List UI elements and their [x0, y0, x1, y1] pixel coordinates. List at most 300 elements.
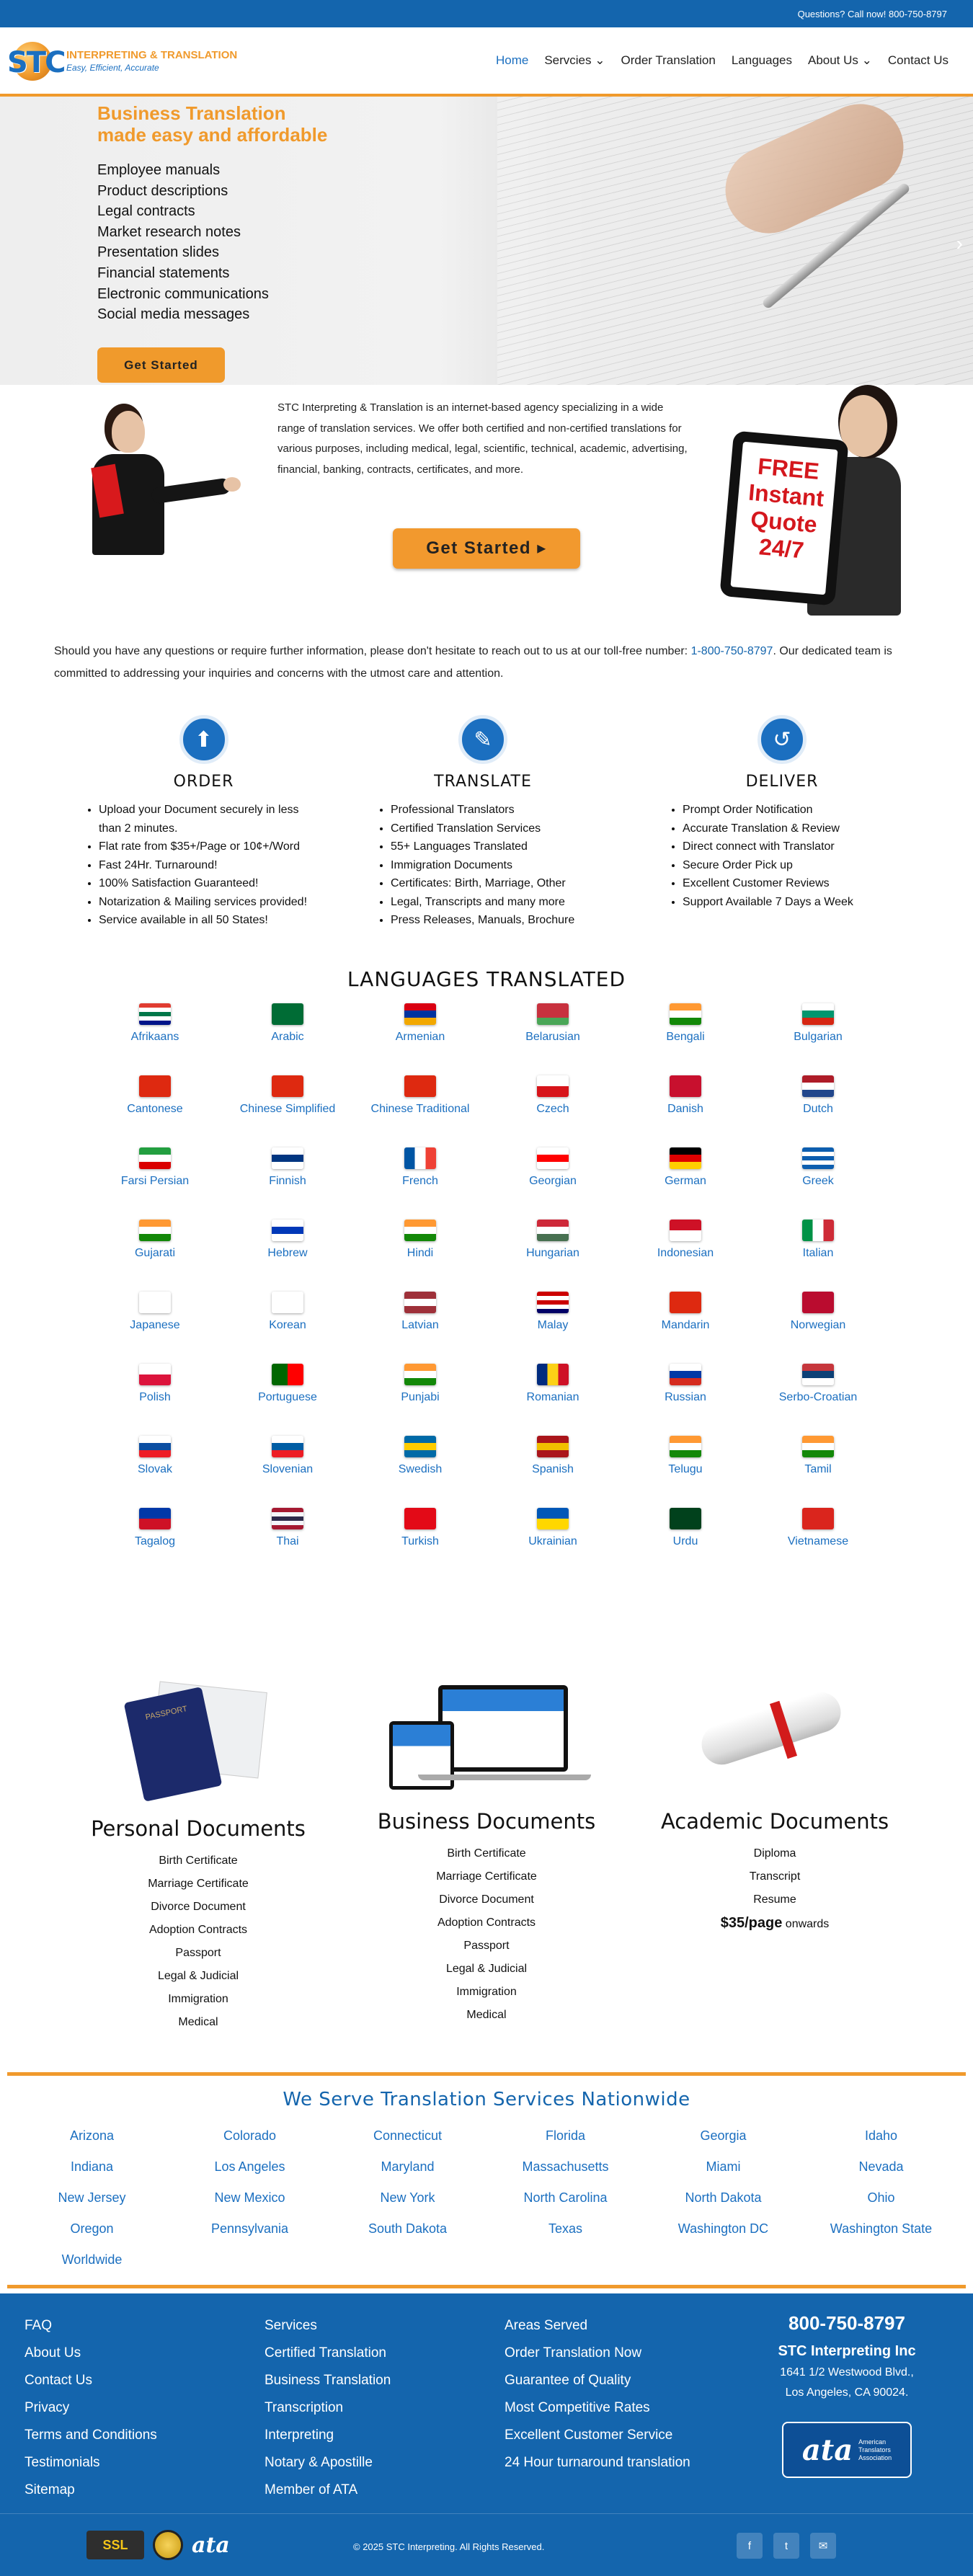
step-feature-item: • Certified Translation Services	[391, 820, 591, 838]
language-link[interactable]	[354, 1434, 487, 1506]
flag-icon	[670, 1364, 701, 1385]
passport-image: PASSPORT	[126, 1679, 270, 1787]
footer-link[interactable]: Most Competitive Rates	[505, 2400, 650, 2415]
flag-icon	[272, 1436, 303, 1457]
chevron-down-icon: ⌄	[595, 53, 605, 67]
footer-link[interactable]: Contact Us	[25, 2373, 92, 2388]
language-link[interactable]	[221, 1506, 354, 1578]
step-title: TRANSLATE	[434, 773, 532, 791]
language-name: Finnish	[269, 1175, 306, 1187]
state-link[interactable]: Colorado	[223, 2128, 277, 2143]
step-feature-item: • Excellent Customer Reviews	[683, 874, 897, 893]
nav-languages[interactable]: Languages	[731, 53, 792, 67]
language-link[interactable]	[221, 1146, 354, 1218]
hero-get-started-button[interactable]: Get Started	[97, 347, 225, 383]
language-name: Thai	[276, 1535, 299, 1547]
doc-item: Divorce Document	[151, 1901, 246, 1913]
footer-link[interactable]: Privacy	[25, 2400, 70, 2415]
doc-academic	[652, 1809, 897, 1936]
doc-item-list	[76, 1849, 321, 2034]
doc-item: Legal & Judicial	[445, 1963, 528, 1975]
language-link[interactable]	[487, 1362, 619, 1434]
language-name: Polish	[139, 1391, 171, 1403]
top-bar	[0, 0, 973, 27]
language-name: Cantonese	[127, 1103, 183, 1115]
step-feature-item: • Upload your Document securely in less than 2 minutes.	[99, 801, 324, 838]
states-grid	[7, 2120, 966, 2275]
footer-link[interactable]: Excellent Customer Service	[505, 2428, 673, 2443]
hero-list-item: Market research notes	[97, 223, 241, 240]
language-link[interactable]	[487, 1146, 619, 1218]
diploma-scroll-image	[692, 1687, 850, 1773]
language-name: Ukrainian	[528, 1535, 577, 1547]
free-quote-line: Quote	[749, 506, 819, 538]
state-link[interactable]: Ohio	[867, 2190, 895, 2205]
footer-col-links	[25, 2312, 157, 2504]
step-order	[83, 715, 324, 930]
hero-list-item: Presentation slides	[97, 244, 219, 261]
doc-item: Marriage Certificate	[148, 1878, 249, 1890]
state-link[interactable]: Worldwide	[61, 2252, 123, 2267]
footer-link[interactable]: Terms and Conditions	[25, 2428, 157, 2443]
step-feature-item: • Professional Translators	[391, 801, 591, 820]
flag-icon	[802, 1220, 834, 1241]
language-name: Chinese Simplified	[239, 1103, 336, 1115]
language-name: German	[665, 1175, 706, 1187]
language-name: French	[402, 1175, 438, 1187]
nav-contact-us[interactable]: Contact Us	[887, 53, 948, 67]
language-link[interactable]	[487, 1218, 619, 1290]
language-name: Romanian	[526, 1391, 579, 1403]
language-name: Vietnamese	[787, 1535, 849, 1547]
intro-get-started-button[interactable]: Get Started ▸	[393, 528, 580, 569]
language-link[interactable]	[354, 1002, 487, 1074]
flag-icon	[272, 1508, 303, 1529]
state-link[interactable]: Florida	[545, 2128, 586, 2143]
flag-icon	[537, 1220, 569, 1241]
language-name: Arabic	[271, 1031, 304, 1043]
state-link[interactable]: Oregon	[70, 2221, 114, 2236]
step-feature-item: • Press Releases, Manuals, Brochure	[391, 911, 591, 930]
flag-icon	[404, 1436, 436, 1457]
step-deliver	[667, 715, 897, 911]
language-link[interactable]	[354, 1506, 487, 1578]
step-feature-list	[667, 801, 897, 911]
footer-address-line1: 1641 1/2 Westwood Blvd.,	[780, 2366, 914, 2379]
doc-item: Medical	[178, 2016, 218, 2028]
language-link[interactable]	[89, 1362, 221, 1434]
nav-home[interactable]: Home	[495, 53, 529, 67]
state-link[interactable]: New Mexico	[214, 2190, 285, 2205]
flag-icon	[139, 1003, 171, 1025]
flag-icon	[272, 1220, 303, 1241]
flag-icon	[139, 1220, 171, 1241]
footer-bottom	[0, 2513, 973, 2576]
footer-link[interactable]: Notary & Apostille	[265, 2455, 373, 2470]
language-link[interactable]	[89, 1002, 221, 1074]
footer-col-areas	[505, 2312, 690, 2477]
language-link[interactable]	[89, 1146, 221, 1218]
language-name: Georgian	[529, 1175, 577, 1187]
doc-personal	[76, 1816, 321, 2034]
hero-title-line2: made easy and affordable	[97, 124, 328, 146]
flag-icon	[537, 1508, 569, 1529]
language-link[interactable]	[619, 1218, 752, 1290]
language-name: Serbo-Croatian	[778, 1391, 858, 1403]
doc-item: Adoption Contracts	[437, 1917, 536, 1929]
language-name: Tamil	[804, 1463, 832, 1475]
flag-icon	[139, 1075, 171, 1097]
language-name: Afrikaans	[130, 1031, 179, 1043]
state-link[interactable]: New York	[380, 2190, 435, 2205]
copyright: © 2025 STC Interpreting. All Rights Reserved.	[353, 2541, 545, 2552]
facebook-icon[interactable]: f	[737, 2533, 763, 2559]
language-name: Greek	[802, 1175, 834, 1187]
flag-icon	[670, 1147, 701, 1169]
language-link[interactable]	[752, 1362, 884, 1434]
flag-icon	[537, 1292, 569, 1313]
language-link[interactable]	[89, 1434, 221, 1506]
flag-icon	[404, 1292, 436, 1313]
language-link[interactable]	[221, 1002, 354, 1074]
language-link[interactable]	[354, 1074, 487, 1146]
state-link[interactable]: South Dakota	[368, 2221, 448, 2236]
social-links	[737, 2533, 836, 2559]
doc-item: Marriage Certificate	[436, 1870, 537, 1883]
doc-item: Immigration	[168, 1993, 228, 2005]
hero-title-line1: Business Translation	[97, 102, 286, 124]
ata-logo[interactable]: ata American Translators Association	[782, 2422, 912, 2478]
footer-link[interactable]: Order Translation Now	[505, 2345, 642, 2360]
ata-badge-icon: ata	[192, 2532, 230, 2558]
flag-icon	[670, 1508, 701, 1529]
language-link[interactable]	[221, 1074, 354, 1146]
doc-item: Legal & Judicial	[157, 1970, 239, 1982]
nav-about-us[interactable]: About Us ⌄	[807, 53, 872, 67]
flag-icon	[802, 1075, 834, 1097]
step-feature-item: • Secure Order Pick up	[683, 856, 897, 875]
state-link[interactable]: Arizona	[69, 2128, 115, 2143]
free-quote-line: Instant	[747, 479, 825, 512]
flag-icon	[404, 1364, 436, 1385]
flag-icon	[802, 1508, 834, 1529]
flag-icon	[802, 1003, 834, 1025]
footer-link[interactable]: About Us	[25, 2345, 81, 2360]
language-link[interactable]	[752, 1290, 884, 1362]
state-link[interactable]: Texas	[548, 2221, 583, 2236]
state-link[interactable]: North Carolina	[523, 2190, 608, 2205]
language-name: Punjabi	[401, 1391, 440, 1403]
language-name: Portuguese	[258, 1391, 317, 1403]
step-feature-item: • Service available in all 50 States!	[99, 911, 324, 930]
slider-next-arrow-icon[interactable]: ›	[956, 232, 963, 254]
doc-item: Immigration	[456, 1986, 517, 1998]
flag-icon	[404, 1147, 436, 1169]
language-name: Dutch	[803, 1103, 833, 1115]
language-name: Japanese	[130, 1319, 180, 1331]
language-link[interactable]	[89, 1506, 221, 1578]
language-name: Czech	[536, 1103, 569, 1115]
doc-item: Passport	[175, 1947, 221, 1959]
language-name: Farsi Persian	[120, 1175, 190, 1187]
step-translate	[375, 715, 591, 930]
step-feature-item: • Immigration Documents	[391, 856, 591, 875]
footer-link[interactable]: 24 Hour turnaround translation	[505, 2455, 690, 2470]
language-name: Mandarin	[661, 1319, 710, 1331]
language-link[interactable]	[619, 1290, 752, 1362]
flag-icon	[272, 1075, 303, 1097]
email-icon[interactable]: ✉	[810, 2533, 836, 2559]
language-link[interactable]	[752, 1506, 884, 1578]
language-link[interactable]	[619, 1362, 752, 1434]
flag-icon	[272, 1003, 303, 1025]
footer-link[interactable]: Business Translation	[265, 2373, 391, 2388]
footer-link[interactable]: Certified Translation	[265, 2345, 386, 2360]
step-feature-item: • Notarization & Mailing services provided!	[99, 893, 324, 912]
footer-link[interactable]: Member of ATA	[265, 2482, 358, 2497]
site-footer	[0, 2293, 973, 2576]
language-link[interactable]	[354, 1290, 487, 1362]
footer-link[interactable]: Areas Served	[505, 2318, 588, 2333]
language-link[interactable]	[89, 1218, 221, 1290]
language-name: Hebrew	[267, 1247, 308, 1259]
footer-link[interactable]: Interpreting	[265, 2428, 334, 2443]
edit-document-icon: ✎	[458, 715, 507, 764]
doc-title: Academic Documents	[660, 1809, 889, 1834]
footer-col-services	[265, 2312, 391, 2504]
language-name: Russian	[665, 1391, 706, 1403]
nav-services[interactable]: Servcies ⌄	[544, 53, 605, 67]
doc-item: Diploma	[753, 1847, 796, 1860]
language-name: Chinese Traditional	[370, 1103, 470, 1115]
doc-item-list	[364, 1842, 609, 2027]
language-link[interactable]	[619, 1506, 752, 1578]
language-name: Bulgarian	[794, 1031, 843, 1043]
contact-help-text: Should you have any questions or require further information, please don't hesitate to reach out to us at our toll-free number: 1-800-750-8797. Our dedicated team is committed to addressing your inquiries and concerns with the utmost care and attention.	[54, 645, 892, 680]
help-phone-link[interactable]: 1-800-750-8797	[690, 645, 773, 657]
language-name: Hungarian	[526, 1247, 579, 1259]
language-name: Indonesian	[657, 1247, 714, 1259]
footer-link[interactable]: Testimonials	[25, 2455, 100, 2470]
state-link[interactable]: Miami	[706, 2159, 741, 2174]
step-feature-item: • 55+ Languages Translated	[391, 838, 591, 856]
flag-icon	[537, 1147, 569, 1169]
doc-item: Adoption Contracts	[148, 1924, 248, 1936]
free-quote-image[interactable]	[721, 395, 908, 626]
flag-icon	[404, 1075, 436, 1097]
language-name: Urdu	[672, 1535, 698, 1547]
footer-link[interactable]: Guarantee of Quality	[505, 2373, 631, 2388]
language-link[interactable]	[354, 1218, 487, 1290]
flag-icon	[670, 1292, 701, 1313]
language-name: Norwegian	[790, 1319, 846, 1331]
flag-icon	[404, 1220, 436, 1241]
language-name: Slovak	[137, 1463, 173, 1475]
step-feature-item: • Flat rate from $35+/Page or 10¢+/Word	[99, 838, 324, 856]
language-link[interactable]	[354, 1146, 487, 1218]
state-link[interactable]: Georgia	[700, 2128, 747, 2143]
intro-text: STC Interpreting & Translation is an internet-based agency specializing in a wide range of translation services. We offer both certified and non-certified translations for various purposes, including medical, legal, scientific, technical, academic, advertising, financial, banking, contracts, certificates, and more.	[277, 401, 688, 476]
step-feature-list	[375, 801, 591, 930]
state-link[interactable]: Los Angeles	[214, 2159, 285, 2174]
businesswoman-image	[79, 402, 241, 568]
step-feature-item: • Support Available 7 Days a Week	[683, 893, 897, 912]
call-now-text[interactable]: Questions? Call now! 800-750-8797	[797, 8, 947, 19]
flag-icon	[670, 1436, 701, 1457]
language-link[interactable]	[487, 1074, 619, 1146]
language-name: Belarusian	[525, 1031, 580, 1043]
flag-icon	[802, 1147, 834, 1169]
footer-address-line2: Los Angeles, CA 90024.	[785, 2386, 909, 2399]
language-name: Korean	[269, 1319, 306, 1331]
flag-icon	[272, 1147, 303, 1169]
logo-globe-icon: STC	[7, 37, 66, 84]
hero-slider	[0, 97, 973, 385]
language-link[interactable]	[619, 1074, 752, 1146]
hero-list-item: Electronic communications	[97, 285, 269, 302]
language-link[interactable]	[752, 1146, 884, 1218]
flag-icon	[139, 1147, 171, 1169]
language-link[interactable]	[752, 1218, 884, 1290]
state-link[interactable]: Connecticut	[373, 2128, 443, 2143]
deliver-icon: ↺	[757, 715, 807, 764]
doc-item-list	[652, 1842, 897, 1911]
footer-contact	[742, 2312, 951, 2478]
language-link[interactable]	[221, 1434, 354, 1506]
step-feature-item: • Accurate Translation & Review	[683, 820, 897, 838]
flag-icon	[537, 1364, 569, 1385]
doc-item: Medical	[466, 2009, 507, 2021]
language-name: Hindi	[406, 1247, 434, 1259]
step-feature-item: • Legal, Transcripts and many more	[391, 893, 591, 912]
language-name: Malay	[537, 1319, 569, 1331]
flag-icon	[139, 1436, 171, 1457]
footer-company: STC Interpreting Inc	[778, 2343, 916, 2359]
language-name: Swedish	[398, 1463, 443, 1475]
site-header	[0, 27, 973, 97]
language-name: Armenian	[395, 1031, 445, 1043]
free-quote-line: FREE	[756, 453, 821, 484]
footer-link[interactable]: Sitemap	[25, 2482, 75, 2497]
doc-item: Divorce Document	[439, 1893, 534, 1906]
hero-list-item: Employee manuals	[97, 162, 221, 178]
language-link[interactable]	[221, 1218, 354, 1290]
language-link[interactable]	[487, 1002, 619, 1074]
doc-business	[364, 1809, 609, 2027]
language-link[interactable]	[354, 1362, 487, 1434]
language-name: Danish	[667, 1103, 703, 1115]
state-link[interactable]: North Dakota	[685, 2190, 762, 2205]
language-link[interactable]	[89, 1290, 221, 1362]
language-name: Telugu	[668, 1463, 703, 1475]
language-link[interactable]	[487, 1506, 619, 1578]
state-link[interactable]: Idaho	[864, 2128, 898, 2143]
hero-list-item: Legal contracts	[97, 203, 195, 220]
academic-price: $35/page onwards	[720, 1915, 830, 1931]
flag-icon	[670, 1220, 701, 1241]
hero-document-list	[97, 160, 327, 325]
flag-icon	[537, 1075, 569, 1097]
languages-grid	[89, 1002, 884, 1578]
language-link[interactable]	[89, 1074, 221, 1146]
step-feature-item: • Certificates: Birth, Marriage, Other	[391, 874, 591, 893]
language-link[interactable]	[487, 1434, 619, 1506]
step-feature-item: • Direct connect with Translator	[683, 838, 897, 856]
play-arrow-icon: ▸	[537, 538, 547, 558]
state-link[interactable]: Nevada	[858, 2159, 904, 2174]
footer-link[interactable]: FAQ	[25, 2318, 53, 2333]
language-link[interactable]	[752, 1002, 884, 1074]
upload-icon: ⬆	[179, 715, 228, 764]
languages-title: LANGUAGES TRANSLATED	[347, 967, 626, 991]
language-name: Slovenian	[262, 1463, 314, 1475]
footer-link[interactable]: Transcription	[265, 2400, 344, 2415]
hero-list-item: Social media messages	[97, 306, 250, 323]
doc-item: Transcript	[749, 1870, 801, 1883]
state-link[interactable]: Washington DC	[677, 2221, 769, 2236]
ssl-badge-icon: SSL	[86, 2531, 144, 2559]
hero-list-item: Financial statements	[97, 265, 230, 281]
language-link[interactable]	[619, 1146, 752, 1218]
language-name: Turkish	[401, 1535, 439, 1547]
step-title: ORDER	[173, 773, 234, 791]
hero-list-item: Product descriptions	[97, 182, 228, 199]
flag-icon	[139, 1508, 171, 1529]
nationwide-title: We Serve Translation Services Nationwide	[283, 2089, 690, 2110]
flag-icon	[802, 1292, 834, 1313]
language-link[interactable]	[752, 1074, 884, 1146]
intro-section	[0, 385, 973, 644]
state-link[interactable]: Washington State	[830, 2221, 933, 2236]
state-link[interactable]: Massachusetts	[522, 2159, 609, 2174]
language-name: Latvian	[401, 1319, 439, 1331]
language-name: Bengali	[666, 1031, 705, 1043]
doc-title: Business Documents	[377, 1809, 596, 1834]
step-feature-list	[83, 801, 324, 930]
footer-link[interactable]: Services	[265, 2318, 317, 2333]
state-link[interactable]: Pennsylvania	[210, 2221, 289, 2236]
twitter-icon[interactable]: t	[773, 2533, 799, 2559]
step-feature-item: • Prompt Order Notification	[683, 801, 897, 820]
language-link[interactable]	[221, 1290, 354, 1362]
flag-icon	[537, 1436, 569, 1457]
language-link[interactable]	[487, 1290, 619, 1362]
state-link[interactable]: New Jersey	[58, 2190, 126, 2205]
language-name: Italian	[802, 1247, 834, 1259]
site-logo[interactable]	[7, 37, 237, 84]
state-link[interactable]: Maryland	[381, 2159, 435, 2174]
devices-image	[389, 1685, 577, 1793]
doc-item: Passport	[463, 1940, 510, 1952]
doc-title: Personal Documents	[91, 1816, 306, 1841]
flag-icon	[537, 1003, 569, 1025]
guarantee-seal-icon	[153, 2530, 183, 2560]
language-link[interactable]	[752, 1434, 884, 1506]
state-link[interactable]: Indiana	[70, 2159, 114, 2174]
nationwide-section	[7, 2072, 966, 2288]
flag-icon	[670, 1003, 701, 1025]
footer-phone[interactable]: 800-750-8797	[788, 2312, 905, 2334]
flag-icon	[139, 1364, 171, 1385]
language-link[interactable]	[619, 1434, 752, 1506]
language-link[interactable]	[619, 1002, 752, 1074]
nav-order-translation[interactable]: Order Translation	[621, 53, 716, 67]
language-link[interactable]	[221, 1362, 354, 1434]
doc-item: Birth Certificate	[447, 1847, 526, 1860]
flag-icon	[404, 1003, 436, 1025]
doc-item: Resume	[753, 1893, 796, 1906]
trust-badges	[86, 2530, 230, 2560]
